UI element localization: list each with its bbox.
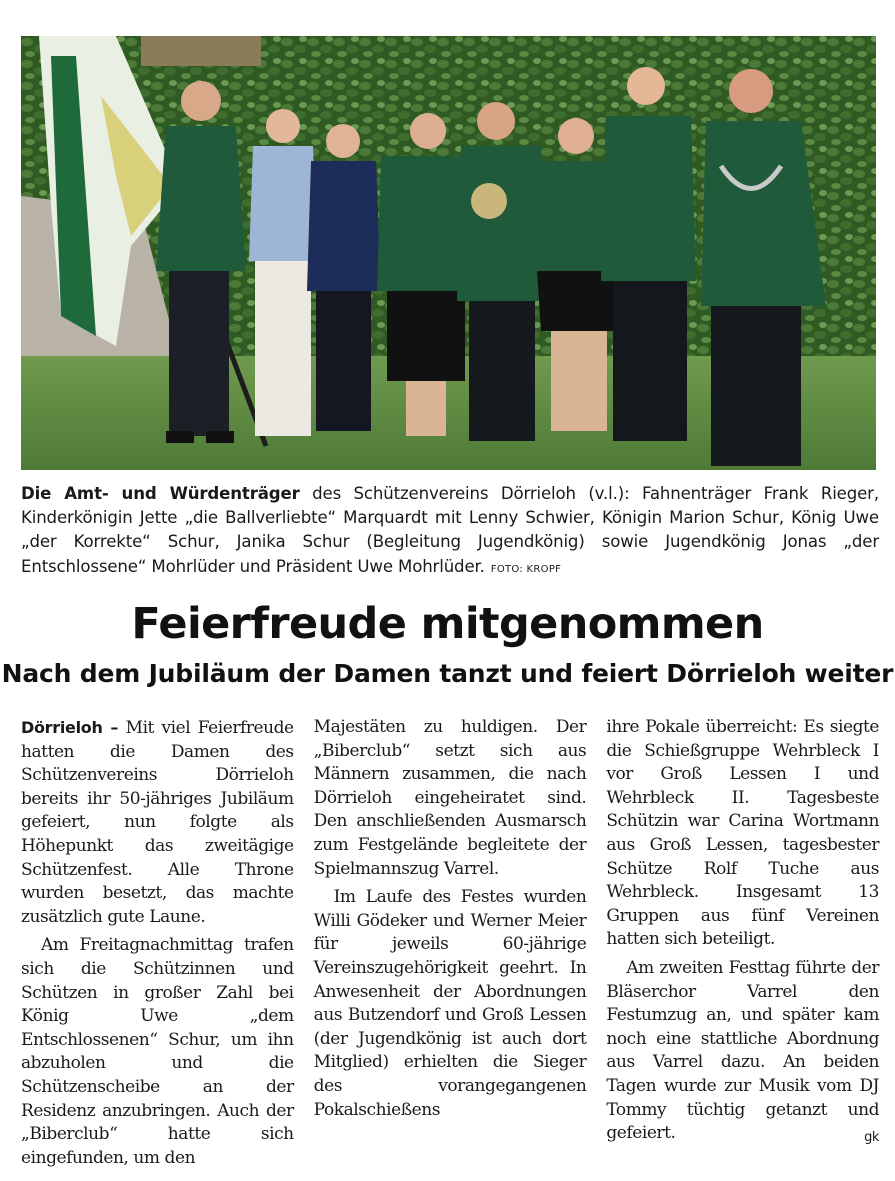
group-photo bbox=[21, 36, 876, 470]
paragraph bbox=[21, 716, 294, 929]
column-1 bbox=[21, 716, 294, 1168]
article-body bbox=[21, 716, 880, 1168]
author-signature: gk bbox=[864, 1130, 880, 1146]
paragraph: Am Freitagnachmittag trafen sich die Schützinnen und Schützen in großer Zahl bei König Uwe „dem Entschlossenen“ Schur, um ihn abzuholen und die Schützenscheibe an der Residenz anzubringen. Auch der „Biberclub“ hatte sich eingefunden, um den bbox=[21, 935, 294, 1168]
dateline: Dörrieloh – bbox=[21, 718, 119, 737]
caption-lead: Die Amt- und Würdenträger bbox=[21, 484, 300, 503]
caption-text: des Schützenvereins Dörrieloh (v.l.): Fahnenträger Frank Rieger, Kinderkönigin Jette „die Ballverliebte“ Marquardt mit Lenny Schwier, Königin Marion Schur, König Uwe „der Korrekte“ Schur, Janika Schur (Begleitung Jugendkönig) sowie Jugendkönig Jonas „der Entschlossene“ Mohrlüder und Präsident Uwe Mohrlüder. bbox=[21, 484, 879, 576]
subheadline: Nach dem Jubiläum der Damen tanzt und feiert Dörrieloh weiter bbox=[1, 659, 894, 688]
column-3 bbox=[606, 716, 879, 1146]
column-2 bbox=[314, 716, 587, 1146]
headline: Feierfreude mitgenommen bbox=[131, 599, 764, 649]
person-5 bbox=[457, 102, 546, 441]
paragraph bbox=[606, 957, 879, 1146]
paragraph-text: Mit viel Feierfreude hatten die Damen des Schützenvereins Dörrieloh bereits ihr 50-jähriges Jubiläum gefeiert, nun folgte als Höhepunkt das zweitägige Schützenfest. Alle Throne wurden besetzt, das machte zusätzlich gute Laune. bbox=[21, 718, 294, 927]
paragraph: ihre Pokale überreicht: Es siegte die Schießgruppe Wehrbleck I vor Groß Lessen I und Wehrbleck II. Tagesbeste Schützin war Carina Wortmann aus Groß Lessen, tagesbester Schütze Rolf Tuche aus Wehrbleck. Insgesamt 13 Gruppen aus fünf Vereinen hatten sich beteiligt. bbox=[606, 717, 880, 950]
paragraph: Im Laufe des Festes wurden Willi Gödeker und Werner Meier für jeweils 60-jährige Vereinszugehörigkeit geehrt. In Anwesenheit der Abordnungen aus Butzendorf und Groß Lessen (der Jugendkönig ist auch dort Mitglied) erhielten die Sieger des vorangegangenen Pokalschießens bbox=[313, 887, 587, 1120]
person-3 bbox=[307, 124, 381, 431]
paragraph: Majestäten zu huldigen. Der „Biberclub“ setzt sich aus Männern zusammen, die nach Dörrieloh eingeheiratet sind. Den anschließenden Ausmarsch zum Festgelände begleitete der Spielmannszug Varrel. bbox=[313, 717, 587, 879]
wooden-beam bbox=[141, 36, 261, 66]
person-2 bbox=[249, 109, 317, 436]
photo-credit: FOTO: KROPF bbox=[490, 563, 562, 575]
paragraph-text: Am zweiten Festtag führte der Bläserchor Varrel den Festumzug an, und später kam noch eine stattliche Abordnung aus Varrel dazu. An beiden Tagen wurde zur Musik vom DJ Tommy tüchtig getanzt und gefeiert. bbox=[606, 957, 880, 1144]
photo-caption bbox=[21, 482, 879, 582]
group-photo-illustration bbox=[21, 36, 876, 470]
person-7 bbox=[601, 67, 696, 441]
